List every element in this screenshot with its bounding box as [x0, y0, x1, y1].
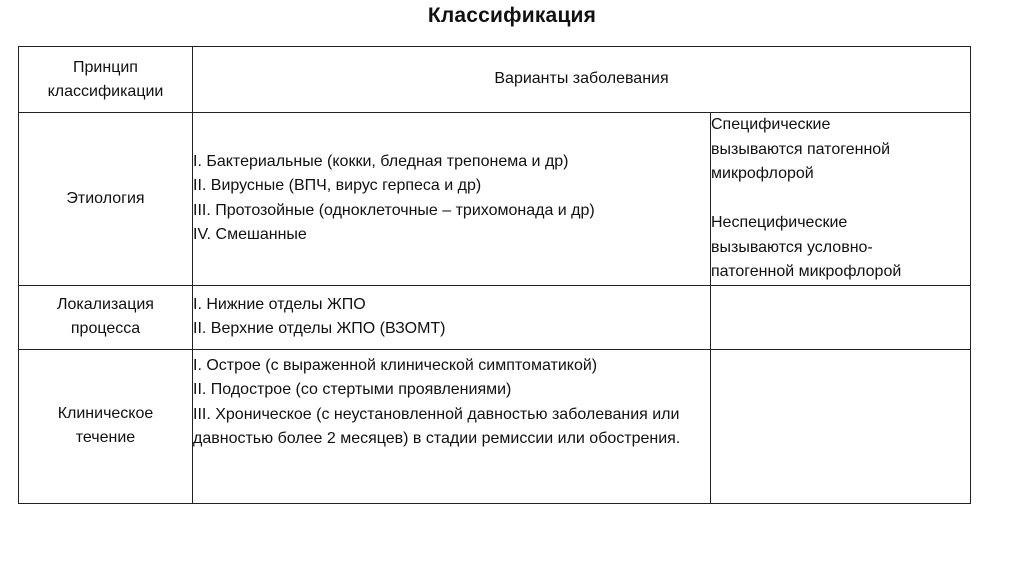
note-nonspecific-line: вызываются условно- — [711, 238, 873, 256]
principle-clinical-line1: Клиническое — [57, 404, 154, 422]
header-variants: Варианты заболевания — [193, 47, 971, 113]
variant-item: II. Вирусные (ВПЧ, вирус герпеса и др) — [193, 177, 482, 195]
variants-etiology — [193, 113, 711, 286]
notes-clinical-empty — [711, 349, 971, 503]
variants-clinical-course — [193, 349, 711, 503]
table-row-etiology — [19, 113, 971, 286]
note-specific-line: вызываются патогенной — [711, 140, 891, 158]
variant-item: I. Острое (с выраженной клинической симптоматикой) — [193, 356, 598, 374]
variant-item: I. Бактериальные (кокки, бледная трепонема и др) — [193, 152, 569, 170]
notes-localization-empty — [711, 285, 971, 349]
variant-item: IV. Смешанные — [193, 226, 307, 244]
variant-item: III. Протозойные (одноклеточные – трихомонада и др) — [193, 201, 595, 219]
header-principle — [19, 47, 193, 113]
principle-clinical-course — [19, 349, 193, 503]
variant-item: II. Верхние отделы ЖПО (ВЗОМТ) — [193, 320, 446, 337]
header-principle-line2: классификации — [47, 82, 164, 100]
table-row-localization — [19, 285, 971, 349]
note-specific-line: Специфические — [711, 116, 831, 133]
variant-item: II. Подострое (со стертыми проявлениями) — [193, 381, 512, 398]
variant-item: III. Хроническое (с неустановленной давностью заболевания или давностью более 2 месяцев) в стадии ремиссии или обострения. — [193, 405, 681, 447]
page-title: Классификация — [427, 4, 597, 27]
notes-etiology — [711, 113, 971, 286]
principle-localization — [19, 285, 193, 349]
principle-localization-line2: процесса — [70, 320, 141, 337]
note-nonspecific-line: Неспецифические — [711, 214, 848, 231]
note-spacer — [711, 187, 970, 212]
header-principle-line1: Принцип — [73, 58, 138, 76]
table-row-clinical-course — [19, 349, 971, 503]
note-specific-line: микрофлорой — [711, 165, 814, 182]
table-header-row — [19, 47, 971, 113]
note-nonspecific-line: патогенной микрофлорой — [711, 263, 902, 280]
principle-clinical-line2: течение — [75, 429, 136, 446]
classification-table — [18, 46, 971, 504]
principle-localization-line1: Локализация — [57, 295, 154, 313]
variants-localization — [193, 285, 711, 349]
variant-item: I. Нижние отделы ЖПО — [193, 295, 366, 313]
principle-etiology: Этиология — [19, 113, 193, 286]
